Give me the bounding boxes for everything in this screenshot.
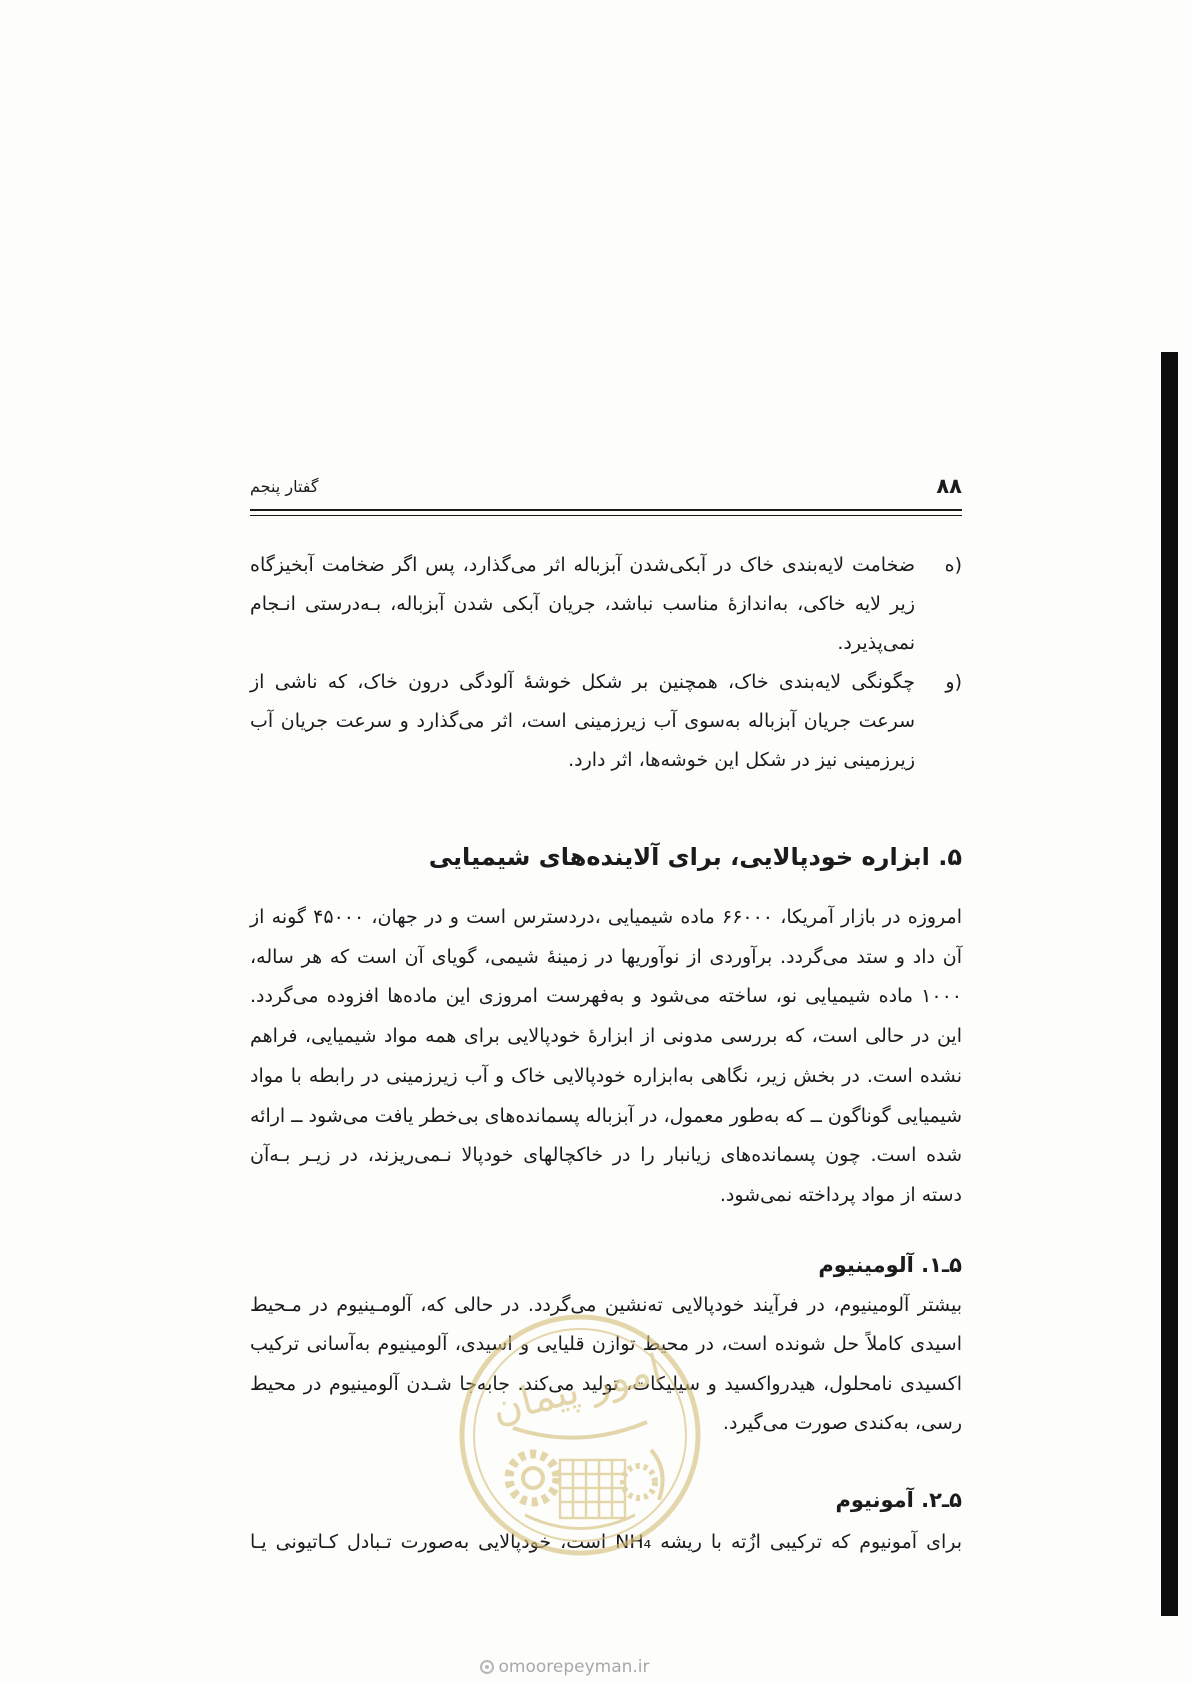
text-line: زیر لایه خاکی، به‌اندازهٔ مناسب نباشد، جریان آبکی شدن آبزباله، بـه‌درستی انـجام (250, 593, 915, 615)
site-footer-watermark (440, 1654, 690, 1680)
text-line: اسیدی کاملاً حل شونده است، در محیط توازن قلیایی و اسیدی، آلومینیوم به‌آسانی ترکیب (250, 1333, 962, 1356)
site-logo-icon (480, 1660, 494, 1674)
list-item-text (250, 546, 915, 663)
text-line: اکسیدی نامحلول، هیدرواکسید و سیلیکات، تولید می‌کند. جابه‌جا شـدن آلومینیوم در محیط (250, 1372, 962, 1395)
building-grid-icon (560, 1460, 625, 1518)
text-line: رسی، به‌کندی صورت می‌گیرد. (722, 1411, 962, 1434)
text-line: این در حالی است، که بررسی مدونی از ابزارهٔ خودپالایی برای همه مواد شیمیایی، فراهم (250, 1025, 962, 1048)
text-line: ۱۰۰۰ ماده شیمیایی نو، ساخته می‌شود و به‌فهرست امروزی این ماده‌ها افزوده می‌گردد. (250, 985, 962, 1008)
text-line: برای آمونیوم که ترکیبی ازُته با ریشه NH₄ است، خودپالایی به‌صورت تـبادل کـاتیونی یـا (250, 1531, 962, 1553)
text-line: ضخامت لایه‌بندی خاک در آبکی‌شدن آبزباله اثر می‌گذارد، پس اگر ضخامت آبخیزگاه (250, 554, 915, 576)
list-marker: ه) (944, 554, 962, 576)
section-paragraph (250, 898, 962, 1216)
scan-edge-bar (1161, 352, 1178, 1616)
small-gear-icon (623, 1466, 655, 1498)
text-line: نمی‌پذیرد. (837, 632, 915, 654)
watermark-logo-graphic (455, 1310, 705, 1560)
subsection-heading-ammonium: ۵ـ۲. آمونیوم (835, 1488, 962, 1512)
gear-hub-icon (523, 1468, 543, 1488)
lettered-list (250, 546, 962, 780)
text-line: دسته از مواد پرداخته نمی‌شود. (719, 1183, 962, 1206)
text-line: آن داد و ستد می‌گردد. برآوردی از نوآوریها در زمینهٔ شیمی، گویای آن است که هر ساله، (250, 945, 962, 968)
text-line: نشده است. در بخش زیر، نگاهی به‌ابزاره خودپالایی خاک و آب زیرزمینی در رابطه با مواد (250, 1064, 962, 1087)
page-number: ۸۸ (936, 474, 962, 498)
text-line: زیرزمینی نیز در شکل این خوشه‌ها، اثر دارد. (568, 749, 915, 771)
list-item-he (250, 546, 962, 663)
watermark-swash (513, 1422, 647, 1438)
text-line: چگونگی لایه‌بندی خاک، همچنین بر شکل خوشهٔ آلودگی درون خاک، که ناشی از (250, 671, 915, 693)
section-heading: ۵. ابزاره خودپالایی، برای آلاینده‌های شیمیایی (428, 843, 962, 871)
subsection-heading-aluminium: ۵ـ۱. آلومینیوم (818, 1253, 962, 1277)
running-header (250, 468, 962, 504)
text-line: سرعت جریان آبزباله به‌سوی آب زیرزمینی است، اثر می‌گذارد و سرعت جریان آب (250, 710, 915, 732)
watermark-calligraphy: امور پیمان (487, 1346, 667, 1433)
text-line: شیمیایی گوناگون ــ که به‌طور معمول، در آبزباله پسمانده‌های بی‌خطر یافت می‌شود ــ ارائه (250, 1104, 962, 1127)
watermark-logo (455, 1310, 705, 1560)
text-line: شده است. چون پسمانده‌های زیانبار را در خاکچالهای خودپالا نـمی‌ریزند، در زیـر بـه‌آن (250, 1144, 962, 1167)
text-line: امروزه در بازار آمریکا، ۶۶۰۰۰ ماده شیمیایی ،دردسترس است و در جهان، ۴۵۰۰۰ گونه از (250, 906, 962, 928)
chapter-title: گفتار پنجم (250, 476, 319, 496)
list-marker: و) (945, 671, 962, 693)
list-item-text (250, 663, 915, 780)
site-url: omoorepeyman.ir (498, 1657, 650, 1677)
text-line: بیشتر آلومینیوم، در فرآیند خودپالایی ته‌نشین می‌گردد. در حالی که، آلومـینیوم در مـحیط (250, 1294, 962, 1316)
list-item-vav (250, 663, 962, 780)
gear-icon (509, 1454, 557, 1502)
header-double-rule (250, 509, 962, 516)
